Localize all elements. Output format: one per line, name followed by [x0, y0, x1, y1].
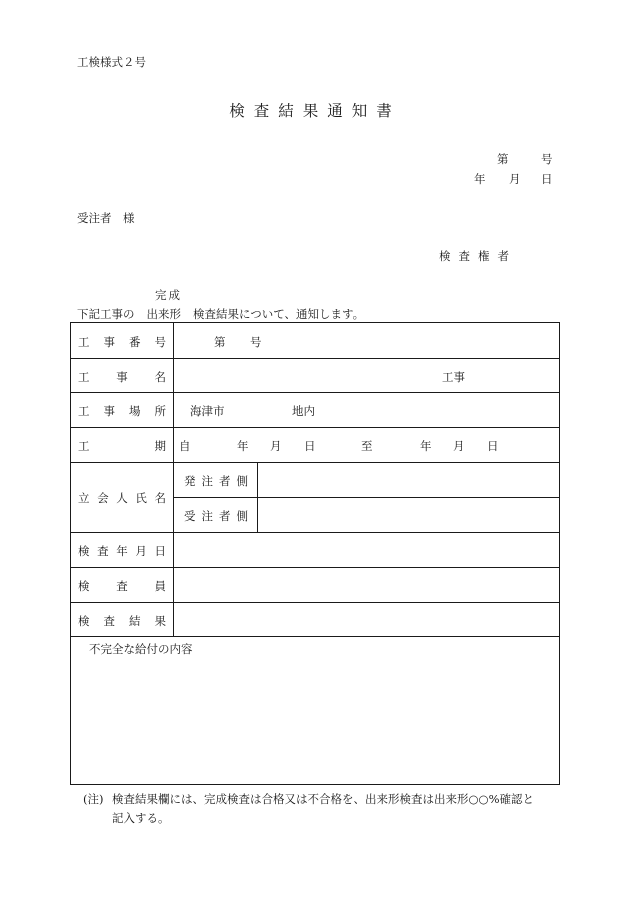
- number-prefix: 第: [497, 152, 509, 166]
- witness-orderer-label: 発 注 者 側: [184, 474, 248, 488]
- note-line-1: 検査結果欄には、完成検査は合格又は不合格を、出来形検査は出来形○○%確認と: [112, 792, 534, 806]
- period-to-day: 日: [487, 439, 499, 453]
- recipient: 受注者 様: [77, 211, 135, 225]
- period-from-day: 日: [304, 439, 316, 453]
- inspection-form-table: [70, 322, 560, 785]
- period-to: 至: [361, 439, 373, 453]
- note-line-2: 記入する。: [112, 811, 170, 825]
- period-label: 工 期: [78, 439, 166, 453]
- intro-lead: 下記工事の: [77, 307, 135, 321]
- number-suffix: 号: [541, 152, 553, 166]
- intro-sentence: [77, 306, 364, 322]
- defects-label: 不完全な給付の内容: [89, 642, 193, 656]
- work-number-suffix: 号: [250, 335, 262, 349]
- result-label: 検 査 結 果: [78, 614, 166, 628]
- date-year: 年: [474, 172, 486, 186]
- period-from-year: 年: [237, 439, 249, 453]
- partial-option: 出来形: [146, 307, 181, 321]
- work-location-label: 工 事 場 所: [78, 404, 166, 418]
- witness-contractor-label: 受 注 者 側: [184, 509, 248, 523]
- form-id: 工検様式２号: [77, 55, 146, 69]
- period-to-year: 年: [420, 439, 432, 453]
- date-day: 日: [541, 172, 553, 186]
- completion-option: 完成: [155, 288, 182, 302]
- inspection-authority: 検査権者: [439, 249, 517, 263]
- period-from: 自: [179, 439, 191, 453]
- work-name-suffix: 工事: [442, 370, 465, 384]
- work-location-suffix: 地内: [292, 404, 315, 418]
- intro-body: 検査結果について、通知します。: [193, 307, 365, 321]
- date-month: 月: [509, 172, 521, 186]
- document-title: 検査結果通知書: [229, 102, 401, 120]
- inspection-date-label: 検 査 年 月 日: [78, 544, 166, 558]
- period-from-month: 月: [270, 439, 282, 453]
- work-number-label: 工 事 番 号: [78, 335, 166, 349]
- period-to-month: 月: [453, 439, 465, 453]
- witness-label: 立 会 人 氏 名: [78, 491, 166, 505]
- inspector-label: 検 査 員: [78, 579, 166, 593]
- note-marker: (注): [83, 792, 104, 806]
- work-name-label: 工 事 名: [78, 370, 166, 384]
- work-number-prefix: 第: [214, 335, 226, 349]
- work-location-city: 海津市: [190, 404, 225, 418]
